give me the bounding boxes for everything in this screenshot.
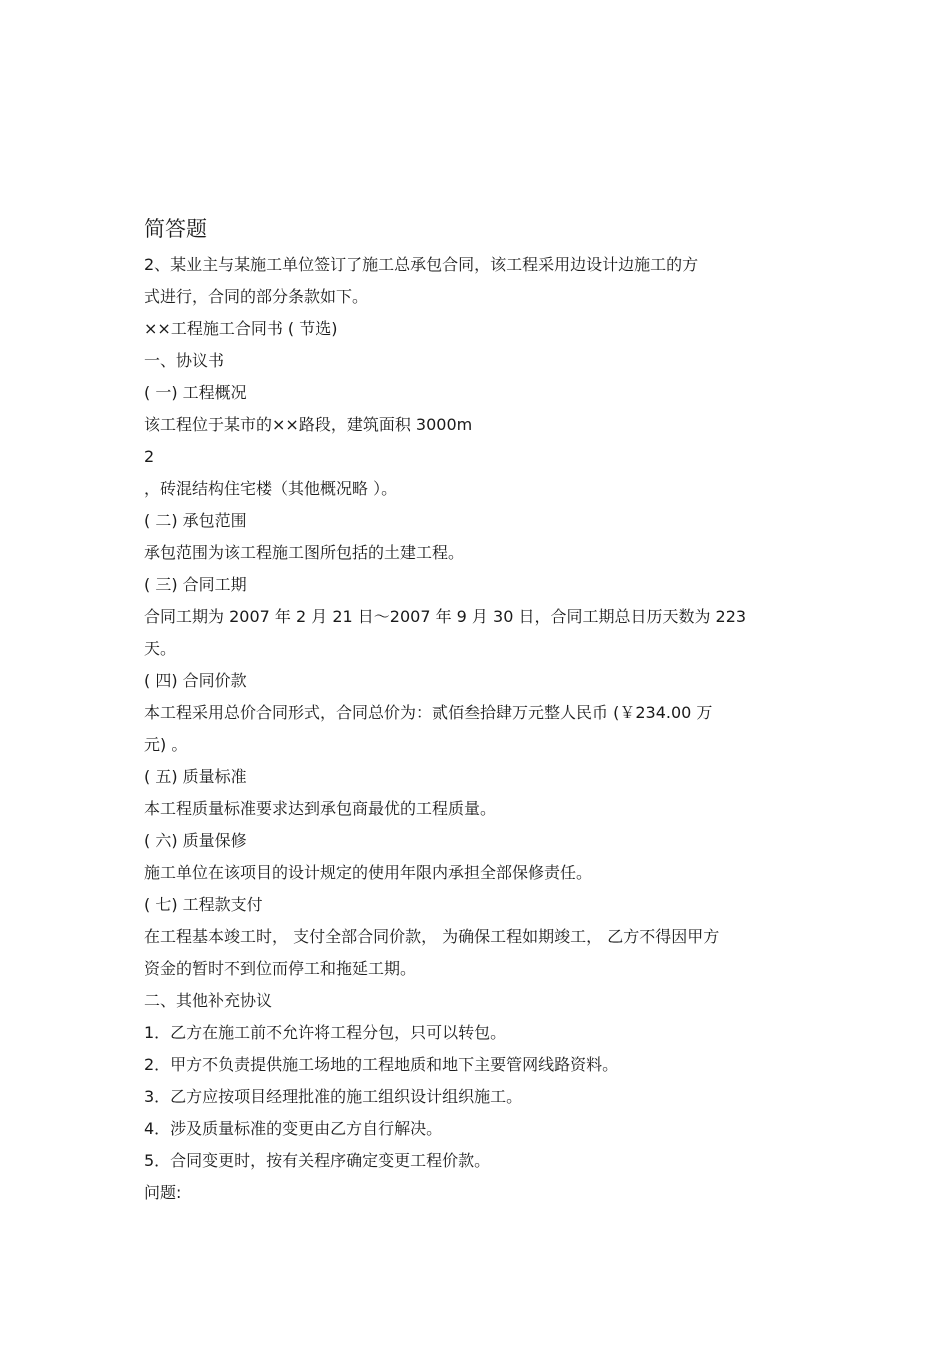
text-line: ( 一) 工程概况 xyxy=(144,383,247,402)
text-line: ( 三) 合同工期 xyxy=(144,575,247,594)
text-line: 合同工期为 2007 年 2 月 21 日～2007 年 9 月 30 日，合同工期总日历天数为 223 xyxy=(144,607,747,626)
text-line: 该工程位于某市的××路段，建筑面积 3000m xyxy=(144,415,473,434)
text-line: 本工程采用总价合同形式，合同总价为：贰佰叁拾肆万元整人民币 (￥234.00 万 xyxy=(144,703,713,722)
text-line: 5．合同变更时，按有关程序确定变更工程价款。 xyxy=(144,1151,491,1170)
text-line: 问题: xyxy=(144,1183,182,1202)
text-line: 式进行，合同的部分条款如下。 xyxy=(144,287,369,306)
text-line: 施工单位在该项目的设计规定的使用年限内承担全部保修责任。 xyxy=(144,863,593,882)
text-line: ，砖混结构住宅楼（其他概况略 ）。 xyxy=(144,479,398,498)
text-line: ××工程施工合同书 ( 节选) xyxy=(144,319,338,338)
text-line: 1．乙方在施工前不允许将工程分包，只可以转包。 xyxy=(144,1023,507,1042)
text-line: 4．涉及质量标准的变更由乙方自行解决。 xyxy=(144,1119,443,1138)
text-line: ( 五) 质量标准 xyxy=(144,767,247,786)
text-line: 元) 。 xyxy=(144,735,188,754)
text-line: 一、协议书 xyxy=(144,351,225,370)
text-line: 本工程质量标准要求达到承包商最优的工程质量。 xyxy=(144,799,497,818)
text-line: ( 二) 承包范围 xyxy=(144,511,247,530)
text-line: 在工程基本竣工时， 支付全部合同价款， 为确保工程如期竣工， 乙方不得因甲方 xyxy=(144,927,720,946)
text-line: 2 xyxy=(144,447,155,466)
text-line: ( 六) 质量保修 xyxy=(144,831,247,850)
text-line: 天。 xyxy=(144,639,177,658)
text-line: 承包范围为该工程施工图所包括的土建工程。 xyxy=(144,543,465,562)
document-body xyxy=(144,214,824,1209)
text-line: 3．乙方应按项目经理批准的施工组织设计组织施工。 xyxy=(144,1087,523,1106)
text-line: ( 七) 工程款支付 xyxy=(144,895,263,914)
section-heading: 简答题 xyxy=(144,217,207,241)
text-line: 二、其他补充协议 xyxy=(144,991,273,1010)
text-line: ( 四) 合同价款 xyxy=(144,671,247,690)
text-line: 2．甲方不负责提供施工场地的工程地质和地下主要管网线路资料。 xyxy=(144,1055,619,1074)
text-line: 2、某业主与某施工单位签订了施工总承包合同，该工程采用边设计边施工的方 xyxy=(144,255,699,274)
text-line: 资金的暂时不到位而停工和拖延工期。 xyxy=(144,959,417,978)
